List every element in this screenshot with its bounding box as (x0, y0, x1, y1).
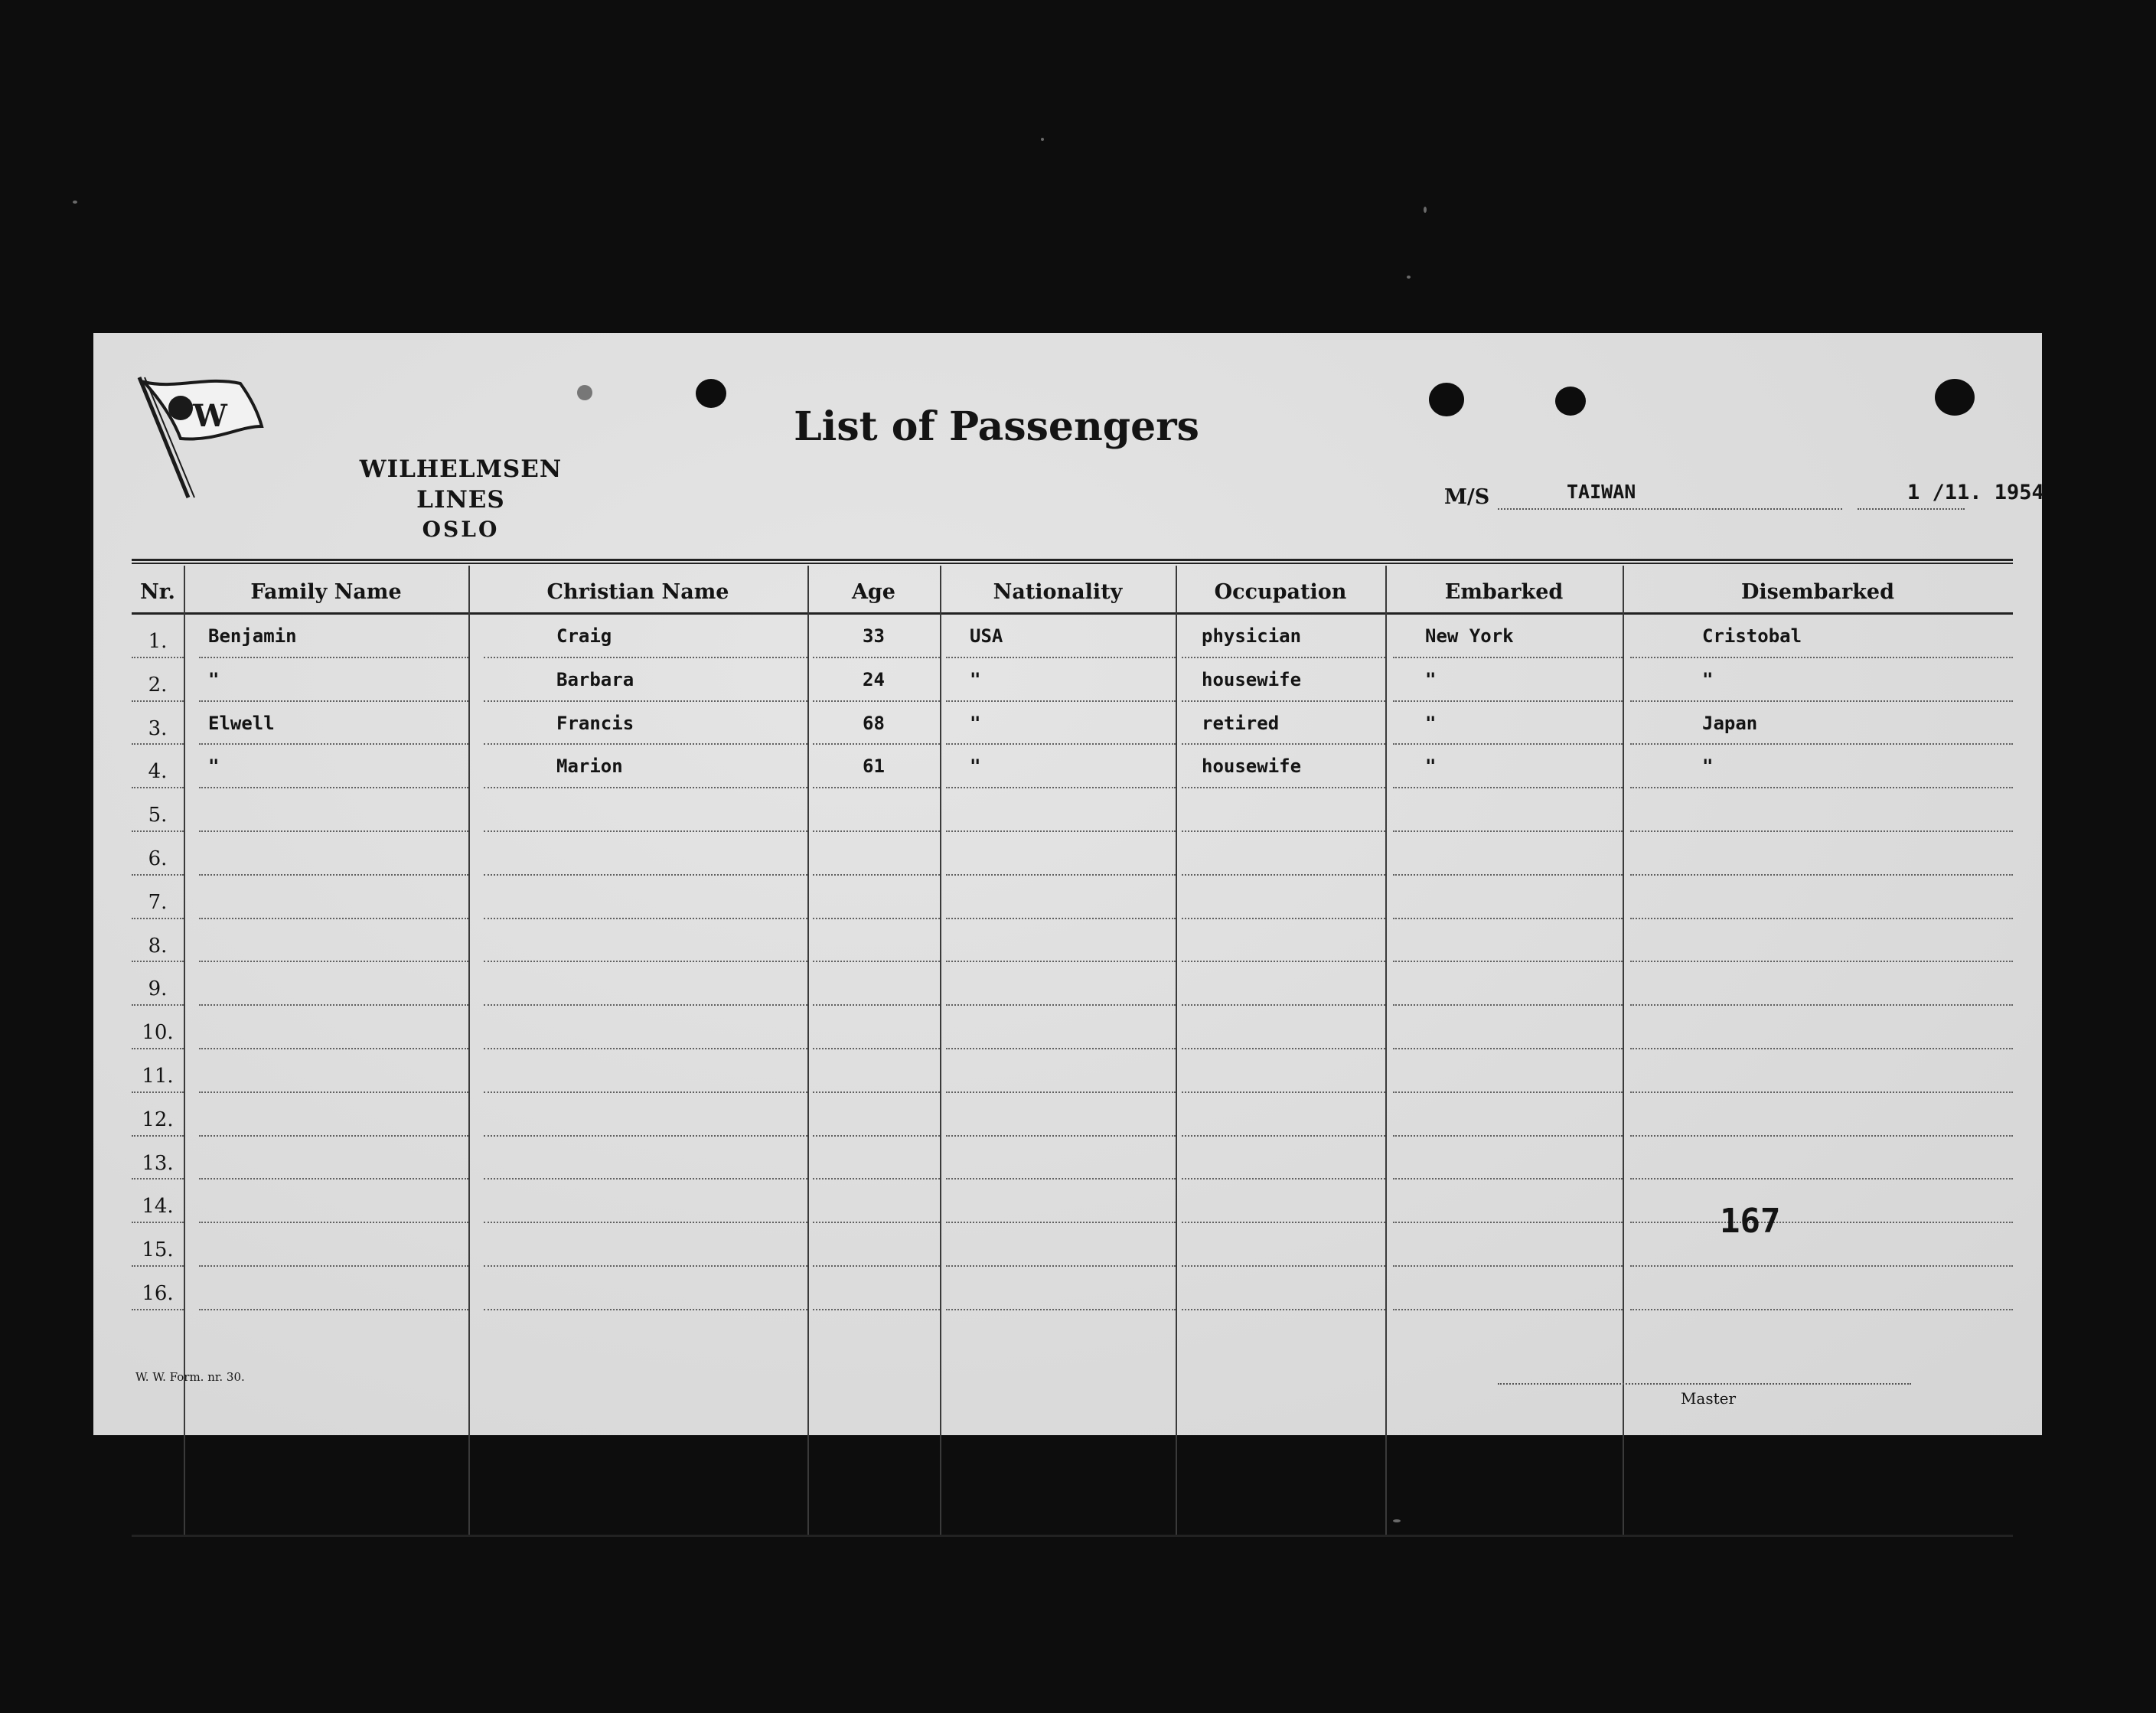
row-number: 13. (142, 1151, 174, 1175)
age-cell: 33 (863, 625, 885, 647)
table-row (132, 1093, 2013, 1137)
table-bottom-rule (132, 1535, 2013, 1537)
embarked-cell: " (1425, 712, 1437, 734)
row-number: 9. (148, 977, 168, 1001)
christian-name-cell: Marion (556, 755, 623, 778)
christian-name-cell: Barbara (556, 668, 634, 690)
dust-speck (1393, 1519, 1401, 1522)
signature-line (1498, 1383, 1911, 1385)
date-line (1858, 508, 1965, 510)
table-row (132, 876, 2013, 919)
document-title: List of Passengers (794, 403, 1199, 450)
table-row (132, 745, 2013, 788)
punch-hole (1555, 387, 1586, 416)
nationality-cell: USA (970, 625, 1003, 647)
row-number: 15. (142, 1238, 174, 1262)
disembarked-cell: Japan (1702, 712, 1758, 734)
header-embarked: Embarked (1444, 580, 1564, 604)
company-block (323, 454, 599, 543)
row-dotted-line (813, 1309, 940, 1310)
row-number: 1. (148, 630, 168, 653)
row-number: 4. (148, 760, 168, 784)
header-family-name: Family Name (250, 580, 402, 604)
row-number: 2. (148, 673, 168, 697)
header-christian-name: Christian Name (546, 580, 729, 604)
punch-hole (577, 385, 592, 400)
age-cell: 24 (863, 668, 885, 690)
row-number: 7. (148, 890, 168, 914)
header-disembarked: Disembarked (1741, 580, 1894, 604)
row-number: 8. (148, 934, 168, 958)
christian-name-cell: Craig (556, 625, 612, 647)
form-number: W. W. Form. nr. 30. (135, 1370, 245, 1384)
row-number: 6. (148, 847, 168, 870)
row-number: 16. (142, 1281, 174, 1305)
svg-text:W: W (193, 398, 227, 434)
occupation-cell: housewife (1202, 755, 1302, 778)
disembarked-cell: " (1702, 755, 1714, 778)
occupation-cell: housewife (1202, 668, 1302, 690)
row-dotted-line (1630, 1309, 2013, 1310)
row-number: 5. (148, 804, 168, 827)
table-row (132, 1049, 2013, 1093)
row-dotted-line (946, 1309, 1176, 1310)
row-dotted-line (484, 1309, 807, 1310)
ship-info (1444, 475, 2057, 520)
family-name-cell: Benjamin (208, 625, 297, 647)
family-name-cell: " (208, 755, 220, 778)
table-row (132, 962, 2013, 1006)
row-number: 3. (148, 716, 168, 740)
signature-label: Master (1680, 1389, 1737, 1408)
passenger-list-form (93, 333, 2042, 1435)
table-row (132, 615, 2013, 658)
nationality-cell: " (970, 668, 981, 690)
row-dotted-line (1182, 1309, 1385, 1310)
punch-hole (1429, 383, 1464, 416)
family-name-cell: Elwell (208, 712, 275, 734)
table-row (132, 919, 2013, 963)
table-row (132, 1137, 2013, 1180)
stamped-number: 167 (1720, 1202, 1781, 1241)
flag-logo-icon (133, 371, 294, 501)
dust-speck (1407, 276, 1411, 279)
ship-label: M/S (1444, 485, 1490, 509)
dust-speck (1041, 138, 1044, 141)
table-top-rule (132, 559, 2013, 564)
nationality-cell: " (970, 712, 981, 734)
table-row (132, 832, 2013, 876)
embarked-cell: " (1425, 755, 1437, 778)
row-number: 10. (142, 1021, 174, 1045)
dust-speck (73, 201, 77, 204)
christian-name-cell: Francis (556, 712, 634, 734)
occupation-cell: physician (1202, 625, 1302, 647)
dust-speck (1424, 207, 1427, 213)
row-number: 11. (142, 1064, 174, 1088)
header-nr: Nr. (140, 580, 175, 604)
punch-hole (696, 379, 726, 408)
embarked-cell: New York (1425, 625, 1514, 647)
row-number: 14. (142, 1195, 174, 1219)
occupation-cell: retired (1202, 712, 1280, 734)
row-dotted-line (199, 1309, 468, 1310)
header-nationality: Nationality (993, 580, 1123, 604)
disembarked-cell: Cristobal (1702, 625, 1802, 647)
row-dotted-line (132, 1309, 184, 1310)
disembarked-cell: " (1702, 668, 1714, 690)
row-dotted-line (1393, 1309, 1623, 1310)
ship-name: TAIWAN (1567, 481, 1636, 503)
voyage-date: 1 /11. 1954 (1907, 481, 2044, 504)
row-number: 12. (142, 1108, 174, 1131)
company-city: OSLO (422, 516, 500, 542)
table-row (132, 1006, 2013, 1049)
embarked-cell: " (1425, 668, 1437, 690)
company-name: WILHELMSEN LINES (359, 455, 563, 514)
ship-name-line (1498, 508, 1842, 510)
header-age: Age (851, 580, 895, 604)
table-row (132, 658, 2013, 702)
age-cell: 68 (863, 712, 885, 734)
table-row (132, 788, 2013, 832)
family-name-cell: " (208, 668, 220, 690)
age-cell: 61 (863, 755, 885, 778)
nationality-cell: " (970, 755, 981, 778)
table-row (132, 702, 2013, 746)
table-row (132, 1267, 2013, 1310)
header-occupation: Occupation (1214, 580, 1347, 604)
punch-hole (1935, 379, 1975, 416)
